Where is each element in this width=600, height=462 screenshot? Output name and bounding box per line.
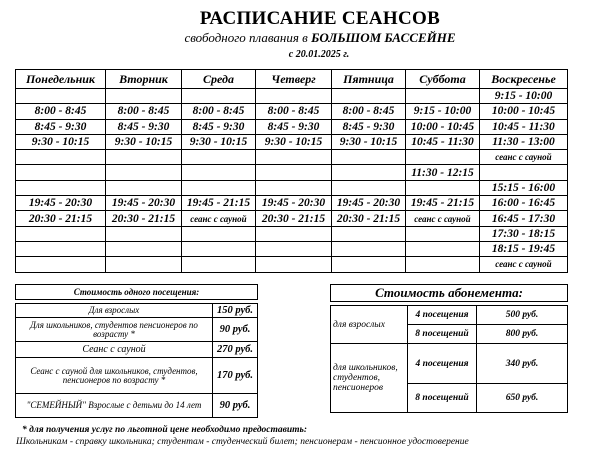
- subscription-title: Стоимость абонемента:: [331, 285, 568, 302]
- session-time: 19:45 - 21:15: [406, 196, 480, 211]
- session-time: 8:45 - 9:30: [256, 119, 332, 134]
- schedule-row: [16, 211, 568, 226]
- day-header: Вторник: [106, 70, 182, 89]
- empty-slot: [182, 257, 256, 272]
- day-header: Четверг: [256, 70, 332, 89]
- empty-slot: [182, 180, 256, 195]
- subscription-table: [330, 284, 568, 413]
- session-time: 16:00 - 16:45: [480, 196, 568, 211]
- empty-slot: [256, 89, 332, 104]
- schedule-row: [16, 180, 568, 195]
- session-time: 9:30 - 10:15: [332, 134, 406, 149]
- day-header: Суббота: [406, 70, 480, 89]
- subscription-visits: 4 посещения: [408, 344, 477, 384]
- schedule-row: [16, 150, 568, 165]
- session-time: сеанс с сауной: [480, 257, 568, 272]
- session-time: 9:15 - 10:00: [406, 104, 480, 119]
- session-time: 8:00 - 8:45: [332, 104, 406, 119]
- empty-slot: [332, 241, 406, 256]
- empty-slot: [256, 165, 332, 180]
- price-row: [16, 394, 258, 418]
- session-time: 8:00 - 8:45: [16, 104, 106, 119]
- session-time: сеанс с сауной: [182, 211, 256, 226]
- session-time: 19:45 - 20:30: [16, 196, 106, 211]
- empty-slot: [16, 89, 106, 104]
- session-time: 18:15 - 19:45: [480, 241, 568, 256]
- price-label: Сеанс с сауной: [16, 342, 213, 358]
- schedule-row: [16, 241, 568, 256]
- session-time: 9:30 - 10:15: [106, 134, 182, 149]
- price-label: Для взрослых: [16, 304, 213, 318]
- page-title: РАСПИСАНИЕ СЕАНСОВ: [199, 8, 441, 29]
- price-value: 170 руб.: [213, 358, 258, 394]
- schedule-table: [15, 69, 568, 273]
- session-time: 8:00 - 8:45: [182, 104, 256, 119]
- footnote: * для получения услуг по льготной цене необходимо предоставить:: [22, 425, 308, 435]
- session-time: 20:30 - 21:15: [256, 211, 332, 226]
- session-time: 10:45 - 11:30: [480, 119, 568, 134]
- subtitle-bold: БОЛЬШОМ БАССЕЙНЕ: [311, 30, 456, 45]
- subscription-row: [331, 344, 568, 384]
- empty-slot: [106, 257, 182, 272]
- session-time: 20:30 - 21:15: [332, 211, 406, 226]
- subscription-category: для взрослых: [331, 306, 408, 344]
- empty-slot: [406, 150, 480, 165]
- single-visit-table: [15, 284, 258, 418]
- session-time: сеанс с сауной: [406, 211, 480, 226]
- price-value: 90 руб.: [213, 394, 258, 418]
- empty-slot: [256, 257, 332, 272]
- subscription-visits: 4 посещения: [408, 306, 477, 325]
- session-time: 8:45 - 9:30: [332, 119, 406, 134]
- price-label: Сеанс с сауной для школьников, студентов, пенсионеров по возрасту *: [16, 358, 213, 394]
- empty-slot: [106, 241, 182, 256]
- subtitle-plain: свободного плавания в: [184, 30, 308, 45]
- price-value: 270 руб.: [213, 342, 258, 358]
- empty-slot: [332, 165, 406, 180]
- price-value: 150 руб.: [213, 304, 258, 318]
- session-time: 17:30 - 18:15: [480, 226, 568, 241]
- empty-slot: [106, 180, 182, 195]
- empty-slot: [332, 150, 406, 165]
- schedule-row: [16, 89, 568, 104]
- empty-slot: [256, 226, 332, 241]
- session-time: 8:00 - 8:45: [256, 104, 332, 119]
- price-value: 90 руб.: [213, 318, 258, 342]
- session-time: 19:45 - 20:30: [256, 196, 332, 211]
- price-row: [16, 358, 258, 394]
- price-row: [16, 304, 258, 318]
- schedule-body: [16, 89, 568, 273]
- empty-slot: [16, 257, 106, 272]
- empty-slot: [406, 241, 480, 256]
- subscription-row: [331, 306, 568, 325]
- empty-slot: [332, 257, 406, 272]
- empty-slot: [182, 165, 256, 180]
- session-time: 8:45 - 9:30: [16, 119, 106, 134]
- empty-slot: [106, 165, 182, 180]
- empty-slot: [16, 165, 106, 180]
- day-header: Понедельник: [16, 70, 106, 89]
- empty-slot: [406, 257, 480, 272]
- empty-slot: [182, 241, 256, 256]
- empty-slot: [332, 226, 406, 241]
- session-time: 8:00 - 8:45: [106, 104, 182, 119]
- session-time: 10:45 - 11:30: [406, 134, 480, 149]
- empty-slot: [332, 89, 406, 104]
- subscription-category: для школьников, студентов, пенсионеров: [331, 344, 408, 413]
- session-time: 20:30 - 21:15: [106, 211, 182, 226]
- empty-slot: [256, 150, 332, 165]
- day-header: Воскресенье: [480, 70, 568, 89]
- empty-slot: [16, 226, 106, 241]
- session-time: 10:00 - 10:45: [480, 104, 568, 119]
- session-time: 20:30 - 21:15: [16, 211, 106, 226]
- price-row: [16, 318, 258, 342]
- session-time: 9:30 - 10:15: [16, 134, 106, 149]
- subscription-price: 800 руб.: [477, 325, 568, 344]
- price-label: "СЕМЕЙНЫЙ" Взрослые с детьми до 14 лет: [16, 394, 213, 418]
- price-row: [16, 342, 258, 358]
- session-time: сеанс с сауной: [480, 150, 568, 165]
- empty-slot: [406, 226, 480, 241]
- schedule-row: [16, 165, 568, 180]
- empty-slot: [256, 180, 332, 195]
- price-label: Для школьников, студентов пенсионеров по возрасту *: [16, 318, 213, 342]
- schedule-row: [16, 119, 568, 134]
- schedule-row: [16, 104, 568, 119]
- empty-slot: [182, 150, 256, 165]
- day-header: Среда: [182, 70, 256, 89]
- session-time: 16:45 - 17:30: [480, 211, 568, 226]
- subscription-visits: 8 посещений: [408, 325, 477, 344]
- session-time: 11:30 - 13:00: [480, 134, 568, 149]
- subscription-visits: 8 посещений: [408, 384, 477, 413]
- empty-slot: [256, 241, 332, 256]
- empty-slot: [480, 165, 568, 180]
- documents-note: Школьникам - справку школьника; студентам - студенческий билет; пенсионерам - пенсионное удостоверение: [16, 437, 469, 447]
- empty-slot: [16, 180, 106, 195]
- session-time: 19:45 - 20:30: [106, 196, 182, 211]
- schedule-row: [16, 196, 568, 211]
- single-visit-title: Стоимость одного посещения:: [16, 285, 258, 300]
- empty-slot: [16, 150, 106, 165]
- subscription-price: 500 руб.: [477, 306, 568, 325]
- schedule-header-row: [16, 70, 568, 89]
- empty-slot: [106, 150, 182, 165]
- day-header: Пятница: [332, 70, 406, 89]
- session-time: 9:15 - 10:00: [480, 89, 568, 104]
- subscription-price: 650 руб.: [477, 384, 568, 413]
- session-time: 9:30 - 10:15: [256, 134, 332, 149]
- empty-slot: [406, 180, 480, 195]
- empty-slot: [406, 89, 480, 104]
- schedule-row: [16, 134, 568, 149]
- empty-slot: [16, 241, 106, 256]
- session-time: 11:30 - 12:15: [406, 165, 480, 180]
- empty-slot: [332, 180, 406, 195]
- session-time: 19:45 - 21:15: [182, 196, 256, 211]
- session-time: 10:00 - 10:45: [406, 119, 480, 134]
- session-time: 15:15 - 16:00: [480, 180, 568, 195]
- empty-slot: [106, 89, 182, 104]
- session-time: 19:45 - 20:30: [332, 196, 406, 211]
- empty-slot: [182, 226, 256, 241]
- empty-slot: [182, 89, 256, 104]
- schedule-row: [16, 226, 568, 241]
- subscription-price: 340 руб.: [477, 344, 568, 384]
- session-time: 9:30 - 10:15: [182, 134, 256, 149]
- session-time: 8:45 - 9:30: [106, 119, 182, 134]
- page-subtitle: [0, 30, 600, 46]
- schedule-row: [16, 257, 568, 272]
- empty-slot: [106, 226, 182, 241]
- effective-date: с 20.01.2025 г.: [288, 49, 350, 60]
- session-time: 8:45 - 9:30: [182, 119, 256, 134]
